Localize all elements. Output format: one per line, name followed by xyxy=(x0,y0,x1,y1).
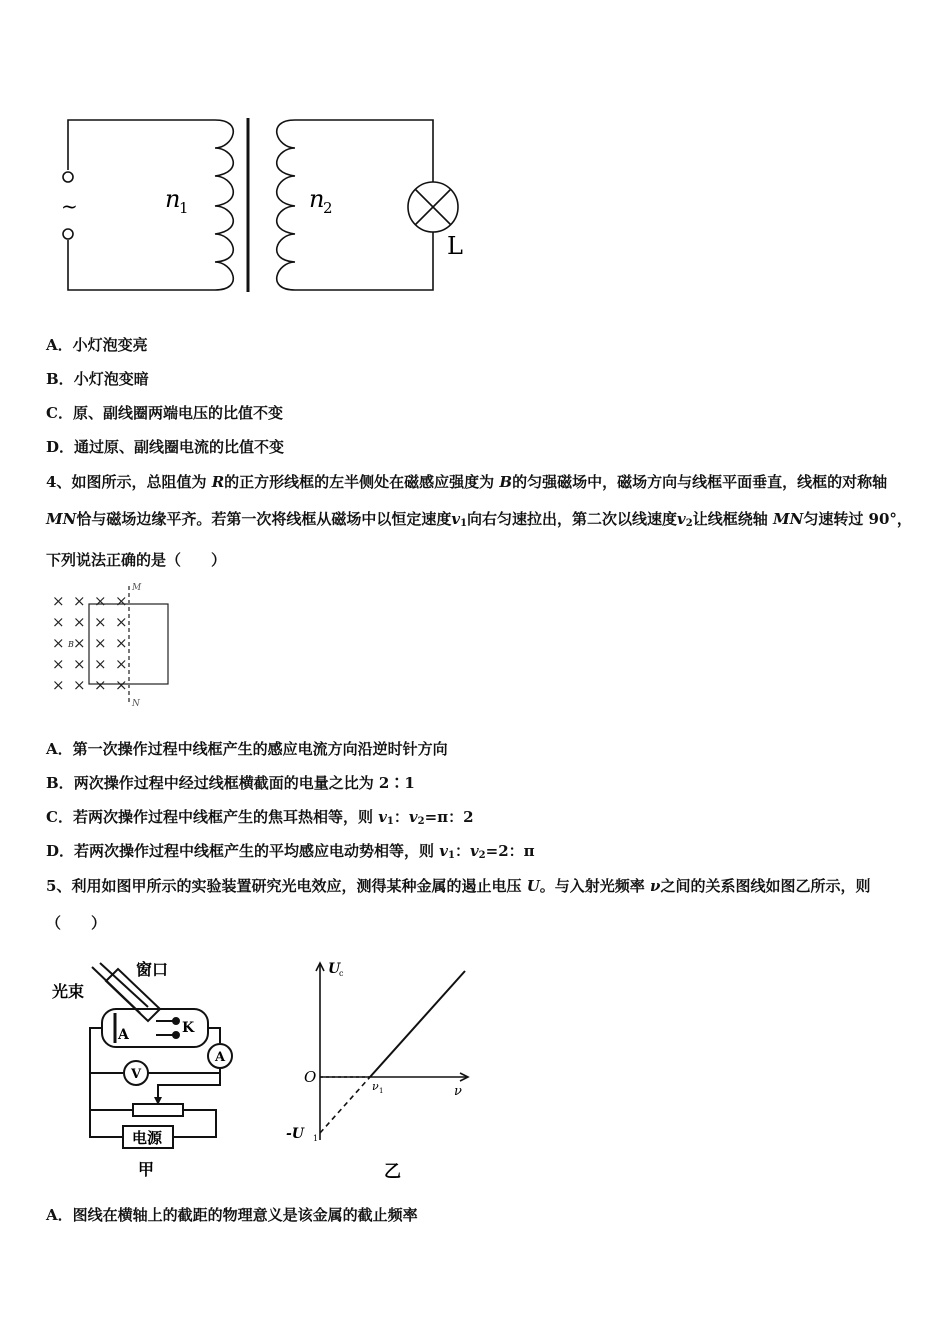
y-label: U xyxy=(328,961,341,977)
q4-option-d: D．若两次操作过程中线框产生的平均感应电动势相等，则 $v_1$：$v_2=2$：π xyxy=(46,842,535,861)
caption-jia: 甲 xyxy=(138,1160,155,1179)
q4-option-a: A．第一次操作过程中线框产生的感应电流方向沿逆时针方向 xyxy=(46,740,448,758)
field-cross: × xyxy=(115,655,128,673)
field-cross: × xyxy=(52,613,65,631)
window-label: 窗口 xyxy=(136,960,169,979)
field-cross: × xyxy=(73,676,86,694)
primary-coil xyxy=(215,120,233,290)
field-cross: × xyxy=(94,613,107,631)
field-cross: × xyxy=(115,634,128,652)
secondary-wire-top xyxy=(295,120,433,182)
wire-source-left xyxy=(90,1110,123,1137)
terminal-bottom xyxy=(63,229,73,239)
field-cross: × xyxy=(115,676,128,694)
y-sub: c xyxy=(339,969,344,978)
caption-yi: 乙 xyxy=(384,1162,401,1182)
neg-intercept-sub: 1 xyxy=(313,1134,319,1143)
field-cross: × xyxy=(94,634,107,652)
source-label: 电源 xyxy=(132,1129,163,1147)
lamp-label: L xyxy=(447,232,463,260)
field-cross: × xyxy=(52,634,65,652)
voltmeter-label: V xyxy=(131,1067,142,1082)
secondary-sub: 2 xyxy=(323,199,333,217)
q5-option-a: A．图线在横轴上的截距的物理意义是该金属的截止频率 xyxy=(46,1206,418,1224)
q4-stem: 4、如图所示，总阻值为 R的正方形线框的左半侧处在磁感应强度为 B的匀强磁场中，磁场方向与线框平面垂直，线框的对称轴 MN恰与磁场边缘平齐。若第一次将线框从磁场中以恒定速度$v_1$向右匀速拉出，第二次以线速度$v_2$让线框绕轴 MN匀速转过 90°，下列说法正确的是（ ） xyxy=(46,473,912,569)
q3-option-c: C．原、副线圈两端电压的比值不变 xyxy=(46,404,283,422)
graph-figure xyxy=(280,955,480,1185)
q3-option-b: B．小灯泡变暗 xyxy=(46,370,149,388)
field-cross: × xyxy=(94,676,107,694)
ac-symbol: ~ xyxy=(61,194,78,218)
ammeter-label: A xyxy=(215,1050,226,1065)
secondary-label: n xyxy=(309,185,325,213)
rheostat xyxy=(133,1104,183,1116)
intercept-label: ν xyxy=(372,1080,379,1093)
label-n: N xyxy=(132,699,140,709)
field-cross: × xyxy=(115,613,128,631)
transformer-figure xyxy=(55,110,475,300)
field-cross: × xyxy=(73,634,86,652)
q3-option-a: A．小灯泡变亮 xyxy=(46,336,148,354)
q3-option-d: D．通过原、副线圈电流的比值不变 xyxy=(46,438,285,456)
wire-right xyxy=(208,1028,220,1043)
intercept-sub: 1 xyxy=(379,1087,384,1095)
terminal-top xyxy=(63,172,73,182)
magnetic-field-figure xyxy=(46,580,186,710)
field-cross: × xyxy=(94,592,107,610)
apparatus-figure xyxy=(48,955,248,1185)
primary-wire-top xyxy=(68,120,215,170)
field-cross: × xyxy=(73,592,86,610)
secondary-coil xyxy=(277,120,295,290)
q4-option-b: B．两次操作过程中经过线框横截面的电量之比为 2∶1 xyxy=(46,774,415,792)
dashed-extension xyxy=(320,1077,370,1133)
origin-label: O xyxy=(304,1068,317,1086)
x-label: ν xyxy=(454,1084,462,1099)
field-cross: × xyxy=(73,655,86,673)
field-cross: × xyxy=(52,676,65,694)
label-m: M xyxy=(132,583,142,593)
anode-label: A xyxy=(118,1027,129,1043)
cathode-label: K xyxy=(182,1020,195,1036)
field-cross: × xyxy=(115,592,128,610)
secondary-wire-bottom xyxy=(295,232,433,290)
solid-line xyxy=(370,971,465,1077)
neg-intercept-label: -U xyxy=(286,1126,305,1142)
primary-label: n xyxy=(165,185,181,213)
primary-sub: 1 xyxy=(179,199,189,217)
field-cross: × xyxy=(52,592,65,610)
field-cross: × xyxy=(52,655,65,673)
primary-wire-bottom xyxy=(68,240,215,290)
label-b: B xyxy=(68,640,74,649)
wire-source-right xyxy=(173,1110,216,1137)
q4-option-c: C．若两次操作过程中线框产生的焦耳热相等，则 $v_1$：$v_2=\pi$：2 xyxy=(46,808,474,827)
q5-stem: 5、利用如图甲所示的实验装置研究光电效应，测得某种金属的遏止电压 U。与入射光频率 ν之间的关系图线如图乙所示，则（ ） xyxy=(46,877,871,932)
field-cross: × xyxy=(94,655,107,673)
field-cross: × xyxy=(73,613,86,631)
beam-label: 光束 xyxy=(52,982,85,1001)
